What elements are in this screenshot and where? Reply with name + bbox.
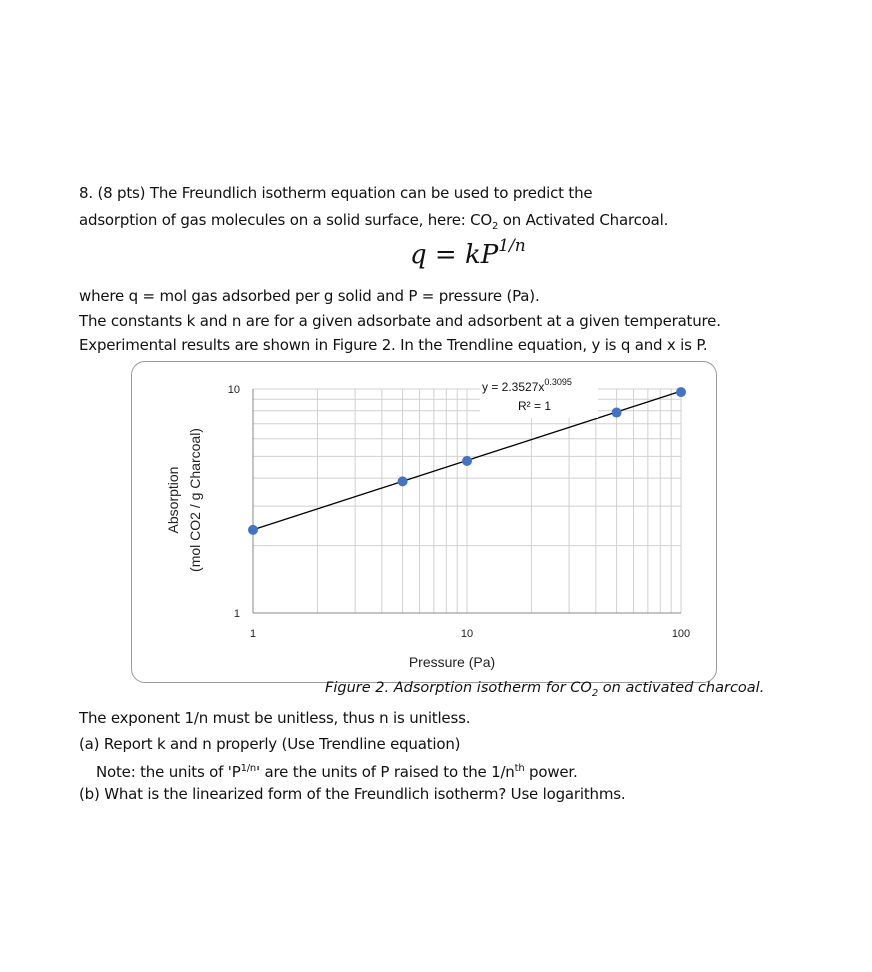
question-line-2: adsorption of gas molecules on a solid surface, here: $CO_2$ on Activated Charcoal. <box>79 211 669 232</box>
question-line-5: Experimental results are shown in Figure 2. In the Trendline equation, y is q and x is P. <box>79 336 708 354</box>
x-tick-label: 1 <box>249 628 257 640</box>
data-point <box>398 476 408 486</box>
data-point <box>248 525 258 535</box>
chart-svg <box>132 362 716 682</box>
x-tick-label: 10 <box>460 628 474 640</box>
figure-2-chart <box>131 361 717 683</box>
data-point <box>612 408 622 418</box>
question-line-1: 8. (8 pts) The Freundlich isotherm equation can be used to predict the <box>79 184 593 202</box>
part-a-note: Note: the units of '$P^{1/n}$' are the units of P raised to the $1/n^{th}$ power. <box>96 763 578 781</box>
part-b: (b) What is the linearized form of the Freundlich isotherm? Use logarithms. <box>79 785 626 803</box>
x-axis-title: Pressure (Pa) <box>408 654 496 670</box>
figure-caption: Figure 2. Adsorption isotherm for $CO_2$ on activated charcoal. <box>325 680 765 699</box>
y-tick-label: 10 <box>227 384 240 396</box>
freundlich-equation: $q = kP^{1/n}$ <box>410 236 526 270</box>
r-squared-label: R² = 1 <box>518 399 552 413</box>
y-axis-title-line-2: (mol CO2 / g Charcoal) <box>187 428 203 572</box>
data-point <box>462 456 472 466</box>
part-a: (a) Report k and n properly (Use Trendline equation) <box>79 735 461 753</box>
question-line-4: The constants k and n are for a given adsorbate and adsorbent at a given temperature. <box>79 312 721 330</box>
y-axis-title-line-1: Absorption <box>165 466 181 534</box>
part-intro: The exponent 1/n must be unitless, thus n is unitless. <box>79 709 471 727</box>
y-tick-label: 1 <box>233 608 240 620</box>
x-tick-label: 100 <box>671 628 691 640</box>
trend-equation-label: $y = 2.3527x^{0.3095}$ <box>482 377 572 394</box>
question-line-3: where q = mol gas adsorbed per g solid and P = pressure (Pa). <box>79 287 540 305</box>
data-point <box>676 387 686 397</box>
